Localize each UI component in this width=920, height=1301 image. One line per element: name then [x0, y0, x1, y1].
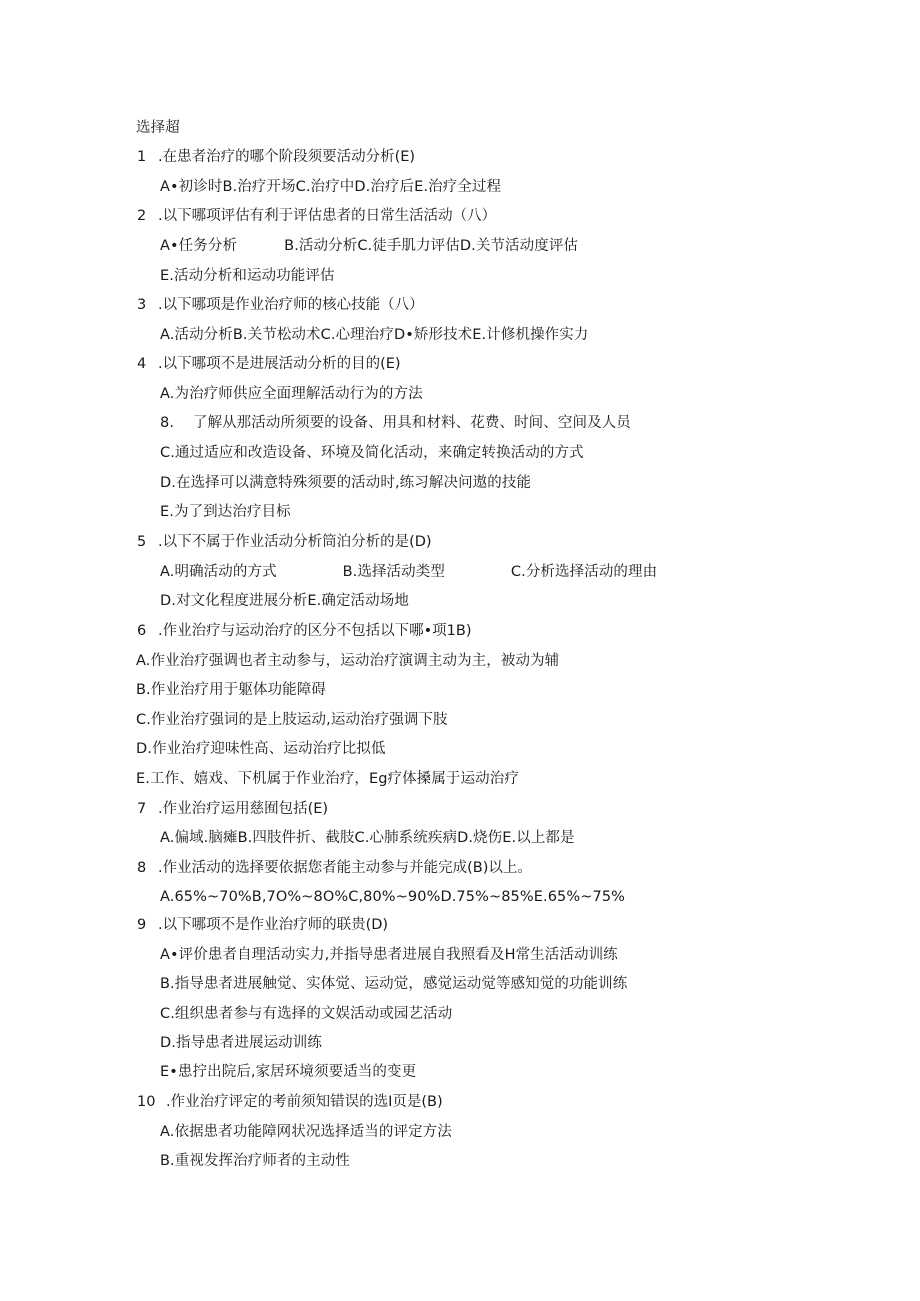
option-line: E.活动分析和运动功能评估 [160, 268, 335, 284]
option-line: A.活动分析B.关节松动术C.心理治疗D•矫形技术E.计修机操作实力 [160, 327, 589, 343]
question-text: .作业治疗与运动治疗的区分不包括以下哪•项1B) [158, 623, 472, 639]
option-line: B.重视发挥治疗师者的主动性 [160, 1153, 350, 1169]
option-line: D.作业治疗迎味性高、运动治疗比拟低 [136, 741, 386, 757]
question-number: 1 [137, 149, 147, 165]
option-line: A.为治疗师供应全面理解活动行为的方法 [160, 386, 423, 402]
question-text: .以下哪项评估有利于评估患者的日常生活活动（八） [158, 208, 497, 224]
option-line: E.为了到达治疗目标 [160, 504, 291, 520]
question-text: .作业活动的选择要依据您者能主动参与并能完成(B)以上。 [158, 860, 532, 876]
option-line: C.作业治疗强词的是上肢运动,运动治疗强调下肢 [136, 712, 448, 728]
option-line: D.指导患者进展运动训练 [160, 1035, 322, 1051]
option-line: E•患拧出院后,家居环境须要适当的变更 [160, 1064, 417, 1080]
question-number: 6 [137, 623, 147, 639]
question-text: .以下哪项不是作业治疗师的联贵(D) [158, 917, 389, 933]
question-text: .作业治疗运用慈囿包括(E) [158, 801, 329, 817]
question-number: 5 [137, 534, 147, 550]
question-text: .以下不属于作业活动分析筒泊分析的是(D) [158, 534, 432, 550]
page-heading: 选择超 [136, 120, 180, 136]
option-line: A.作业治疗强调也者主动参与，运动治疗演调主动为主，被动为辅 [136, 653, 560, 669]
question-number: 3 [137, 297, 147, 313]
question-number: 10 [137, 1094, 156, 1110]
question-text: .在患者治疗的哪个阶段须要活动分析(E) [158, 149, 416, 165]
option-line: C.通过适应和改造设备、环境及简化活动，来确定转换活动的方式 [160, 445, 584, 461]
option-line: 8. 了解从那活动所须要的设备、用具和材料、花费、时间、空间及人员 [160, 415, 631, 431]
option-line: A•初诊时B.治疗开场C.治疗中D.治疗后E.治疗全过程 [160, 179, 502, 195]
option-line: B.指导患者进展触觉、实体觉、运动觉，感觉运动觉等感知觉的功能训练 [160, 976, 628, 992]
option-line: C.组织患者参与有选择的文娱活动或园艺活动 [160, 1006, 453, 1022]
question-number: 4 [137, 356, 147, 372]
option-line: A.偏域.脑瘫B.四肢件折、截肢C.心肺系统疾病D.烧伤E.以上都是 [160, 830, 575, 846]
question-text: .以下哪项是作业治疗师的核心技能（八） [158, 297, 424, 313]
question-number: 8 [137, 860, 147, 876]
question-number: 7 [137, 801, 147, 817]
option-line: E.工作、嬉戏、下机属于作业治疗，Eg疗体搡属于运动治疗 [136, 771, 519, 787]
option-line: A.明确活动的方式 B.选择活动类型 C.分析选择活动的理由 [160, 564, 658, 580]
question-number: 9 [137, 917, 147, 933]
option-line: D.对文化程度进展分析E.确定活动场地 [160, 593, 409, 609]
question-text: .以下哪项不是进展活动分析的目的(E) [158, 356, 401, 372]
question-text: .作业治疗评定的考前须知错误的选I页是(B) [166, 1094, 443, 1110]
option-line: A•评价患者自理活动实力,并指导患者进展自我照看及H常生活活动训练 [160, 947, 618, 963]
option-line: B.作业治疗用于躯体功能障碍 [136, 682, 326, 698]
option-line: A.依据患者功能障网状况选择适当的评定方法 [160, 1124, 452, 1140]
option-line: D.在选择可以满意特殊须要的活动时,练习解决问遨的技能 [160, 475, 532, 491]
question-number: 2 [137, 208, 147, 224]
option-line: A.65%~70%B,7O%~8O%C,80%~90%D.75%~85%E.65%~75% [160, 889, 626, 905]
option-line: A•任务分析 B.活动分析C.徒手肌力评估D.关节活动度评估 [160, 238, 579, 254]
